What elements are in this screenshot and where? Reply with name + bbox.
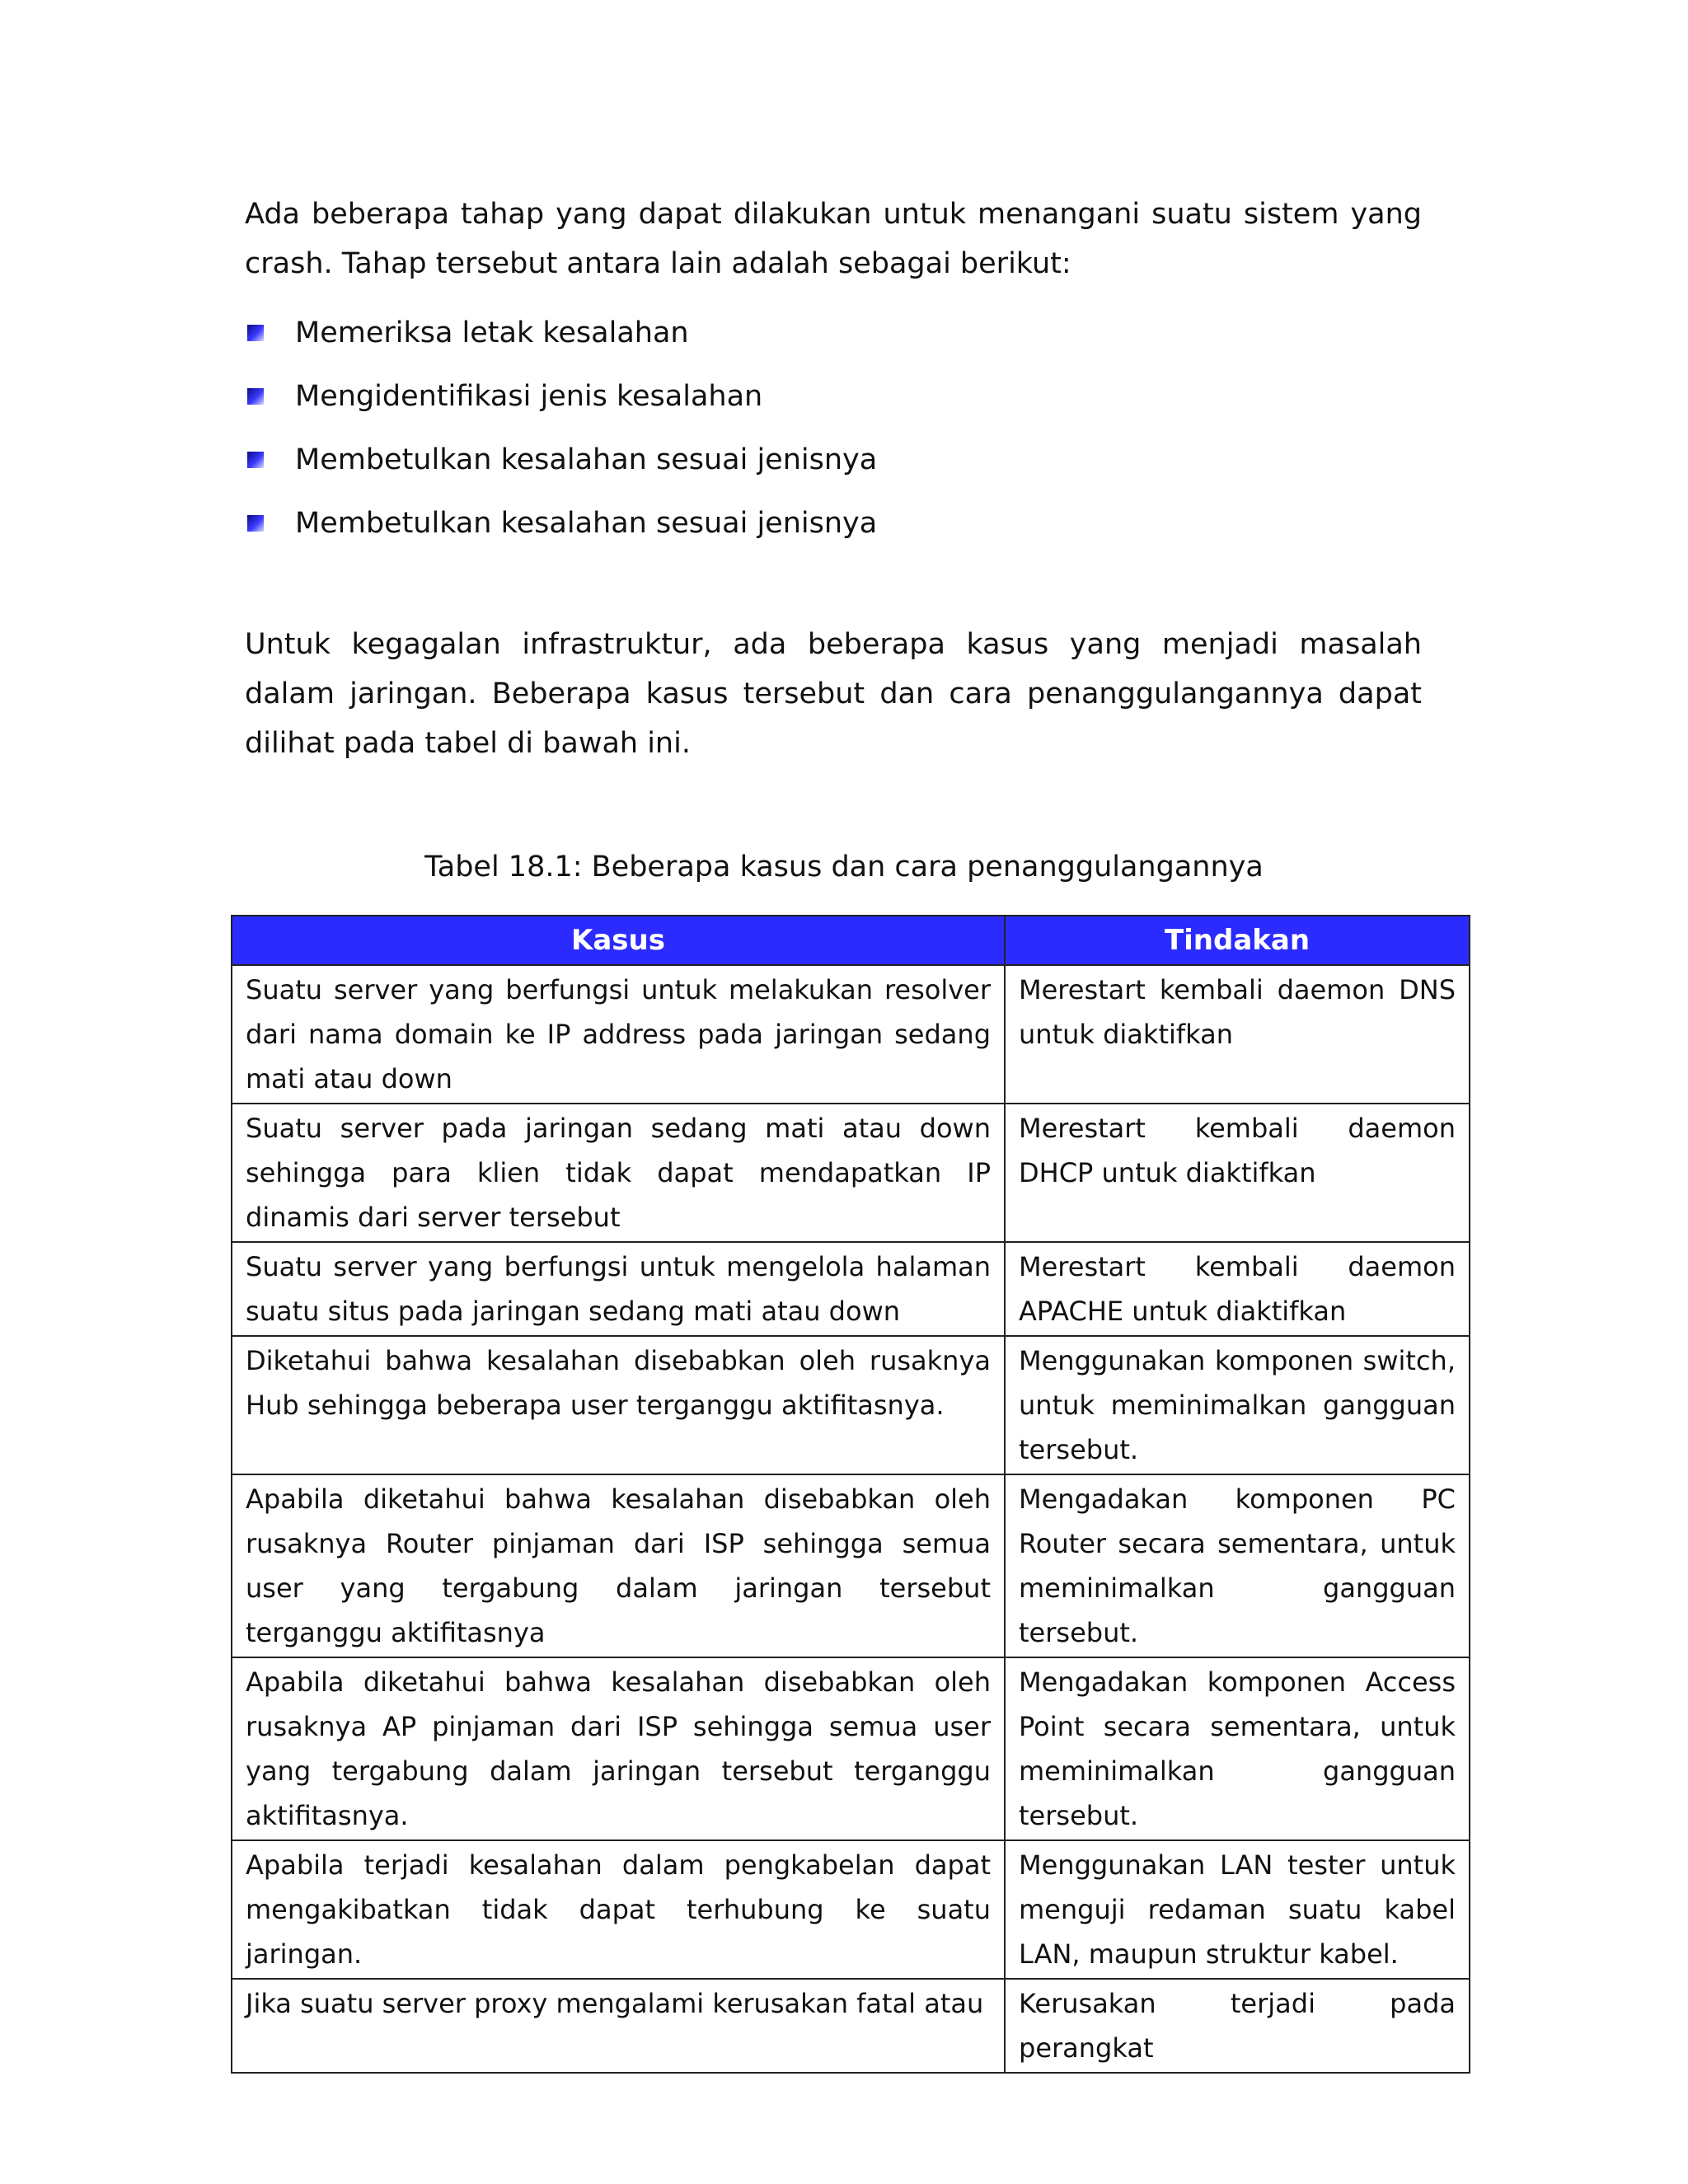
tindakan-cell: Menggunakan LAN tester untuk menguji redaman suatu kabel LAN, maupun struktur kabel. — [1005, 1840, 1470, 1979]
tindakan-cell: Menggunakan komponen switch, untuk meminimalkan gangguan tersebut. — [1005, 1336, 1470, 1474]
intro-paragraph: Ada beberapa tahap yang dapat dilakukan untuk menangani suatu sistem yang crash. Tahap tersebut antara lain adalah sebagai berikut: — [245, 198, 1422, 280]
table-row — [232, 1336, 1470, 1474]
table-row — [232, 965, 1470, 1104]
tindakan-cell: Kerusakan terjadi pada perangkat — [1005, 1979, 1470, 2073]
table-row — [232, 1242, 1470, 1336]
table-header-row — [232, 916, 1470, 965]
table-row — [232, 1474, 1470, 1657]
tindakan-cell: Mengadakan komponen Access Point secara sementara, untuk meminimalkan gangguan tersebut. — [1005, 1657, 1470, 1840]
list-item — [247, 364, 1418, 428]
square-bullet-icon — [247, 388, 264, 405]
table-row — [232, 1657, 1470, 1840]
square-bullet-icon — [247, 452, 264, 468]
tindakan-cell: Merestart kembali daemon DHCP untuk diaktifkan — [1005, 1104, 1470, 1242]
kasus-cell: Suatu server pada jaringan sedang mati atau down sehingga para klien tidak dapat mendapatkan IP dinamis dari server tersebut — [232, 1104, 1005, 1242]
table-row — [232, 1979, 1470, 2073]
table-caption: Tabel 18.1: Beberapa kasus dan cara penanggulangannya — [424, 851, 1264, 883]
kasus-cell: Apabila diketahui bahwa kesalahan disebabkan oleh rusaknya Router pinjaman dari ISP sehingga semua user yang tergabung dalam jaringan tersebut terganggu aktifitasnya — [232, 1474, 1005, 1657]
tindakan-cell: Merestart kembali daemon DNS untuk diaktifkan — [1005, 965, 1470, 1104]
list-item-text: Membetulkan kesalahan sesuai jenisnya — [295, 443, 878, 476]
list-item — [247, 301, 1418, 364]
list-item-text: Mengidentifikasi jenis kesalahan — [295, 379, 763, 413]
kasus-cell: Jika suatu server proxy mengalami kerusakan fatal atau — [232, 1979, 1005, 2073]
table-row — [232, 1840, 1470, 1979]
infrastructure-paragraph: Untuk kegagalan infrastruktur, ada beberapa kasus yang menjadi masalah dalam jaringan. Beberapa kasus tersebut dan cara penanggulangannya dapat dilihat pada tabel di bawah ini. — [245, 628, 1422, 760]
table-row — [232, 1104, 1470, 1242]
kasus-cell: Diketahui bahwa kesalahan disebabkan oleh rusaknya Hub sehingga beberapa user terganggu aktifitasnya. — [232, 1336, 1005, 1474]
kasus-cell: Apabila diketahui bahwa kesalahan disebabkan oleh rusaknya AP pinjaman dari ISP sehingga semua user yang tergabung dalam jaringan tersebut terganggu aktifitasnya. — [232, 1657, 1005, 1840]
tindakan-cell: Merestart kembali daemon APACHE untuk diaktifkan — [1005, 1242, 1470, 1336]
list-item — [247, 428, 1418, 491]
steps-list — [247, 301, 1418, 555]
list-item-text: Memeriksa letak kesalahan — [295, 316, 689, 349]
kasus-cell: Apabila terjadi kesalahan dalam pengkabelan dapat mengakibatkan tidak dapat terhubung ke suatu jaringan. — [232, 1840, 1005, 1979]
tindakan-cell: Mengadakan komponen PC Router secara sementara, untuk meminimalkan gangguan tersebut. — [1005, 1474, 1470, 1657]
square-bullet-icon — [247, 515, 264, 532]
cases-table — [231, 915, 1470, 2074]
list-item-text: Membetulkan kesalahan sesuai jenisnya — [295, 506, 878, 540]
kasus-cell: Suatu server yang berfungsi untuk mengelola halaman suatu situs pada jaringan sedang mati atau down — [232, 1242, 1005, 1336]
kasus-cell: Suatu server yang berfungsi untuk melakukan resolver dari nama domain ke IP address pada jaringan sedang mati atau down — [232, 965, 1005, 1104]
square-bullet-icon — [247, 325, 264, 341]
header-tindakan: Tindakan — [1005, 916, 1470, 965]
header-kasus: Kasus — [232, 916, 1005, 965]
list-item — [247, 491, 1418, 555]
